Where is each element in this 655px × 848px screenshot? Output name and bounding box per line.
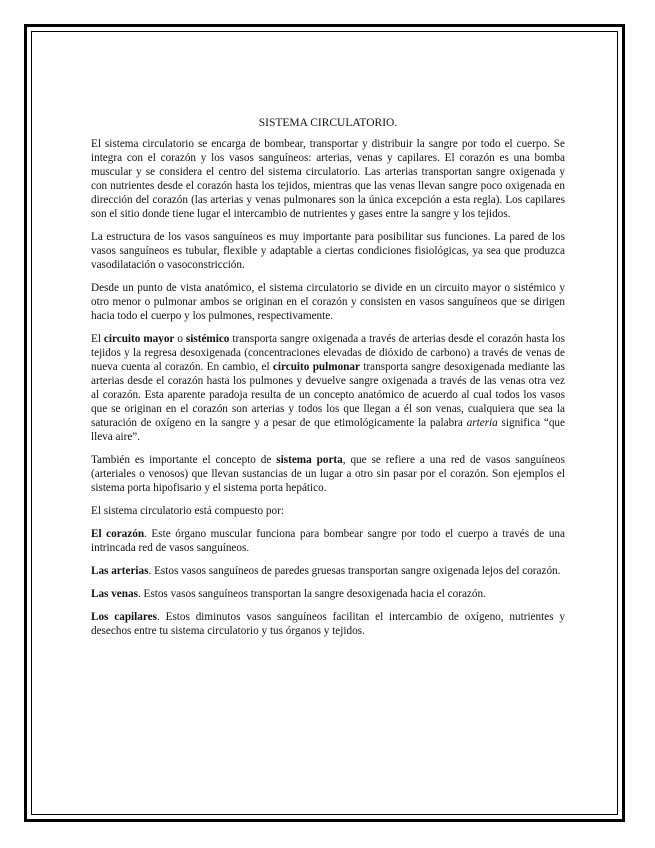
paragraph-structure: La estructura de los vasos sanguíneos es muy importante para posibilitar sus funciones. La pared de los vasos sanguíneos es tubular, flexible y adaptable a ciertas condiciones fisiológicas, ya sea que produzca vasodilatación o vasoconstricción. xyxy=(91,231,565,271)
term-circuito-mayor: circuito mayor xyxy=(103,333,175,345)
text-span: transporta sangre oxigenada a través de arterias desde el corazón hasta los tejidos y la regresa desoxigenada (concentraciones elevadas de dióxido de carbono) a través de venas de nueva cuenta al corazón. En cambio, el xyxy=(91,333,565,373)
list-item-venas xyxy=(91,587,565,601)
list-item-arterias xyxy=(91,564,565,578)
item-term: Las venas xyxy=(91,588,138,600)
item-term: Las arterias xyxy=(91,565,149,577)
list-item-corazon xyxy=(91,527,565,555)
term-circuito-pulmonar: circuito pulmonar xyxy=(272,361,360,373)
text-span: , que se refiere a una red de vasos sanguíneos (arteriales o venosos) que llevan sustancias de un lugar a otro sin pasar por el corazón. Son ejemplos el sistema porta hipofisario y el sistema porta hepático. xyxy=(91,454,566,494)
paragraph-anatomy: Desde un punto de vista anatómico, el sistema circulatorio se divide en un circuito mayor o sistémico y otro menor o pulmonar ambos se originan en el corazón y consisten en vasos sanguíneos que se dirigen hacia todo el cuerpo y los pulmones, respectivamente. xyxy=(91,282,565,322)
term-sistema-porta: sistema porta xyxy=(276,454,343,466)
list-item-capilares xyxy=(91,610,565,638)
text-span: significa “que lleva aire”. xyxy=(91,417,565,443)
term-arteria: arteria xyxy=(466,417,498,429)
paragraph-intro: El sistema circulatorio se encarga de bombear, transportar y distribuir la sangre por todo el cuerpo. Se integra con el corazón y los vasos sanguíneos: arterias, venas y capilares. El corazón es una bomba muscular y se considera el centro del sistema circulatorio. Las arterias transportan sangre oxigenada y con nutrientes desde el corazón hasta los tejidos, mientras que las venas llevan sangre poco oxigenada en dirección del corazón (las arterias y venas pulmonares son la única excepción a esta regla). Los capilares son el sitio donde tiene lugar el intercambio de nutrientes y gases entre la sangre y los tejidos. xyxy=(91,138,565,220)
item-text: . Estos vasos sanguíneos de paredes gruesas transportan sangre oxigenada lejos del corazón. xyxy=(148,565,561,577)
paragraph-circuits xyxy=(91,332,565,444)
paragraph-porta xyxy=(91,453,565,495)
paragraph-components-intro: El sistema circulatorio está compuesto por: xyxy=(91,505,284,517)
text-span: También es importante el concepto de xyxy=(91,454,277,466)
item-term: El corazón xyxy=(91,528,145,540)
item-text: . Estos vasos sanguíneos transportan la sangre desoxigenada hacia el corazón. xyxy=(137,588,486,600)
term-sistemico: sistémico xyxy=(185,333,230,345)
text-span: transporta sangre desoxigenada mediante las arterias desde el corazón hasta los pulmones y devuelve sangre oxigenada a través de las venas otra vez al corazón. Esta aparente paradoja resulta de un concepto anatómico de acuerdo al cual todos los vasos que se originan en el corazón son arterias y todos los que llegan a él son venas, cualquiera que sea la saturación de oxígeno en la sangre y a pesar de que etimológicamente la palabra xyxy=(91,361,566,429)
document-body xyxy=(91,116,565,647)
document-title: SISTEMA CIRCULATORIO. xyxy=(258,117,398,129)
item-term: Los capilares xyxy=(91,611,157,623)
item-text: . Este órgano muscular funciona para bombear sangre por todo el cuerpo a través de una intrincada red de vasos sanguíneos. xyxy=(91,528,565,554)
text-span: El xyxy=(91,333,104,345)
text-span: o xyxy=(174,333,186,345)
item-text: . Estos diminutos vasos sanguíneos facilitan el intercambio de oxígeno, nutrientes y desechos entre tu sistema circulatorio y tus órganos y tejidos. xyxy=(91,611,565,637)
